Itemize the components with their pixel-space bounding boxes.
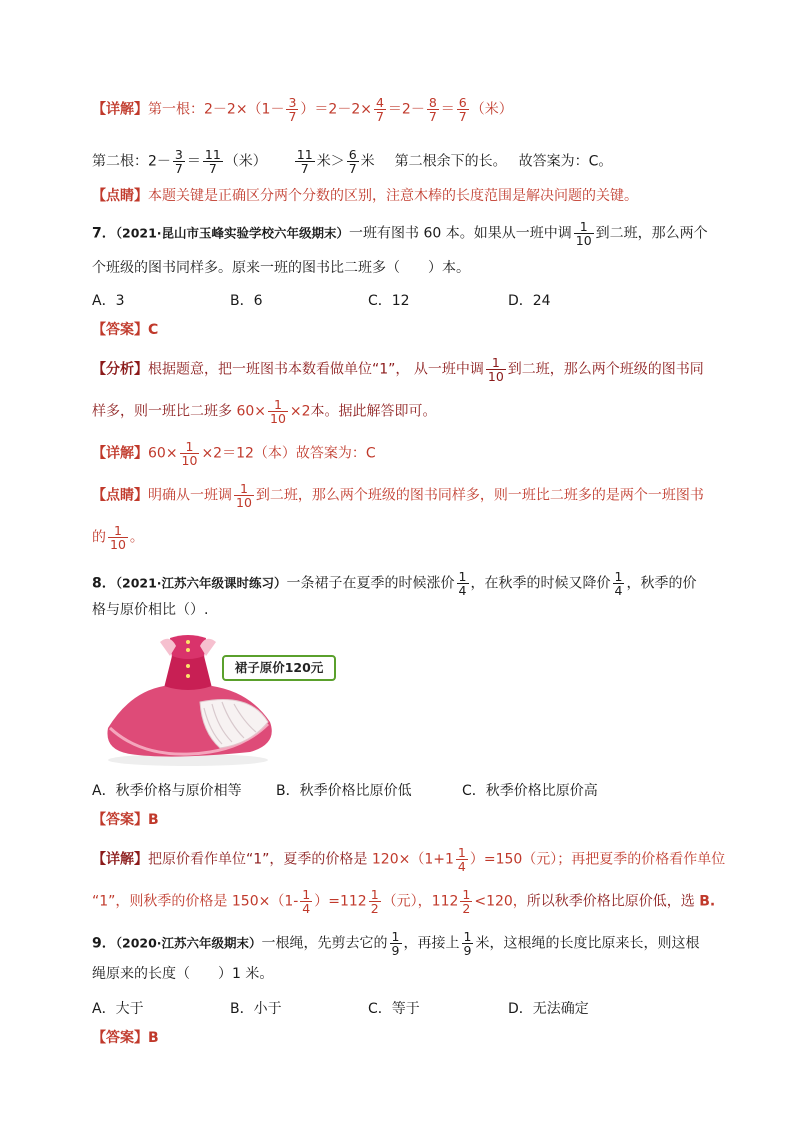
question-7-line2: 个班级的图书同样多。原来一班的图书比二班多（ ）本。 bbox=[92, 260, 470, 276]
detail-tag: 【详解】 bbox=[92, 851, 148, 868]
option-c: C．等于 bbox=[368, 1001, 420, 1017]
option-b: B．小于 bbox=[230, 1001, 282, 1017]
text: 到二班，那么两个 bbox=[595, 225, 708, 242]
expr: ）=150（元）；再把夏季的价格看作单位 bbox=[469, 851, 726, 868]
option-d: D．无法确定 bbox=[508, 1001, 589, 1017]
fraction: $\frac{1}{9}$ bbox=[463, 929, 472, 958]
text: 根据题意，把一班图书本数看做单位“1”， 从一班中调 bbox=[148, 361, 484, 378]
fraction: $\frac{1}{4}$ bbox=[614, 569, 623, 598]
expr: 2－2×（1－ bbox=[204, 101, 285, 118]
option-d: D．24 bbox=[508, 293, 551, 309]
point-7-line2 bbox=[92, 524, 144, 551]
text: ，秋季的价 bbox=[626, 575, 697, 592]
mixed-number: 1 $\frac{1}{4}$ bbox=[444, 845, 466, 874]
fraction: $\frac{8}{7}$ bbox=[428, 95, 437, 124]
fraction: $\frac{1}{10}$ bbox=[487, 355, 504, 384]
expr: ×2 bbox=[289, 403, 311, 420]
option-a: A．3 bbox=[92, 293, 125, 309]
option-c: C．秋季价格比原价高 bbox=[462, 783, 598, 799]
question-number: 7． bbox=[92, 225, 116, 242]
option-a: A．秋季价格与原价相等 bbox=[92, 783, 242, 799]
detail-8 bbox=[92, 846, 725, 873]
point-tag: 【点睛】 bbox=[92, 487, 148, 504]
question-number: 9． bbox=[92, 935, 116, 952]
answer-7 bbox=[92, 320, 158, 340]
text: 一班有图书 60 本。如果从一班中调 bbox=[349, 225, 572, 242]
price-tag: 裙子原价120元 bbox=[222, 655, 336, 681]
text: 把原价看作单位“1”，夏季的价格是 bbox=[148, 851, 372, 868]
question-source: （2020·江苏六年级期末） bbox=[115, 935, 262, 951]
text: ，再接上 bbox=[403, 935, 460, 952]
expr: ＝ bbox=[440, 101, 455, 118]
text: 一根绳，先剪去它的 bbox=[261, 935, 388, 952]
unit: （米） bbox=[470, 101, 513, 118]
text: ＝ bbox=[186, 153, 201, 170]
answer-8 bbox=[92, 810, 159, 830]
fraction: $\frac{1}{4}$ bbox=[458, 569, 467, 598]
text: 米 bbox=[360, 153, 375, 170]
text: （米） bbox=[224, 153, 267, 170]
text: 的 bbox=[92, 529, 106, 546]
text: B. bbox=[699, 893, 716, 910]
answer-tag: 【答案】 bbox=[92, 322, 148, 338]
fraction: $\frac{4}{7}$ bbox=[375, 95, 384, 124]
detail-line-2 bbox=[92, 148, 612, 175]
expr: ）=112 bbox=[314, 893, 367, 910]
text: ，在秋季的时候又降价 bbox=[470, 575, 611, 592]
text: 到二班，那么两个班级的图书同样多，则一班比二班多的是两个一班图书 bbox=[255, 487, 704, 504]
fraction: $\frac{6}{7}$ bbox=[458, 95, 467, 124]
option-b: B．秋季价格比原价低 bbox=[276, 783, 412, 799]
text: 第二根：2－ bbox=[92, 153, 171, 170]
detail-7 bbox=[92, 440, 376, 467]
detail-tag: 【详解】 bbox=[92, 445, 148, 462]
detail-line-1 bbox=[92, 96, 513, 123]
question-7 bbox=[92, 220, 708, 247]
answer-tag: 【答案】 bbox=[92, 1030, 148, 1046]
dress-illustration bbox=[100, 632, 285, 767]
question-8 bbox=[92, 570, 696, 597]
expr: ＝2－ bbox=[387, 101, 425, 118]
analysis-tag: 【分析】 bbox=[92, 361, 148, 378]
expr: 60× bbox=[148, 445, 178, 462]
point-line bbox=[92, 186, 638, 206]
question-8-line2: 格与原价相比（）. bbox=[92, 602, 209, 618]
expr: ）＝2－2× bbox=[300, 101, 372, 118]
fraction: $\frac{6}{7}$ bbox=[348, 147, 357, 176]
text: 。 bbox=[129, 529, 144, 546]
answer-9 bbox=[92, 1028, 159, 1048]
question-source: （2021·江苏六年级课时练习） bbox=[115, 575, 287, 591]
expr: ×2＝12（本） bbox=[201, 445, 296, 462]
question-number: 8． bbox=[92, 575, 116, 592]
text: 故答案为：C bbox=[295, 445, 376, 462]
text: 样多，则一班比二班多 bbox=[92, 403, 237, 420]
text: “1”，则秋季的价格是 bbox=[92, 893, 232, 910]
detail-8-line2 bbox=[92, 888, 715, 915]
text: 明确从一班调 bbox=[148, 487, 232, 504]
option-c: C．12 bbox=[368, 293, 410, 309]
analysis-7 bbox=[92, 356, 704, 383]
fraction: $\frac{11}{7}$ bbox=[204, 147, 221, 176]
question-source: （2021·昆山市玉峰实验学校六年级期末） bbox=[115, 225, 350, 241]
expr: 150×（1- bbox=[231, 893, 299, 910]
text: （元）， bbox=[382, 893, 432, 910]
fraction: $\frac{1}{9}$ bbox=[391, 929, 400, 958]
fraction: $\frac{1}{2}$ bbox=[370, 887, 379, 916]
answer-value: B bbox=[148, 1030, 159, 1046]
text: 故答案为：C。 bbox=[518, 153, 613, 170]
point-tag: 【点睛】 bbox=[92, 188, 148, 204]
text: 本。据此解答即可。 bbox=[310, 403, 437, 420]
fraction: $\frac{3}{7}$ bbox=[288, 95, 297, 124]
fraction: $\frac{1}{2}$ bbox=[462, 887, 471, 916]
answer-tag: 【答案】 bbox=[92, 812, 148, 828]
answer-value: C bbox=[148, 322, 159, 338]
fraction: $\frac{1}{10}$ bbox=[575, 219, 592, 248]
text: 所以秋季价格比原价低，选 bbox=[526, 893, 700, 910]
fraction: $\frac{3}{7}$ bbox=[174, 147, 183, 176]
detail-tag: 【详解】 bbox=[92, 101, 148, 118]
fraction: $\frac{1}{10}$ bbox=[181, 439, 198, 468]
expr: 60× bbox=[236, 403, 266, 420]
fraction: $\frac{11}{7}$ bbox=[296, 147, 313, 176]
fraction: $\frac{1}{10}$ bbox=[270, 397, 286, 426]
option-a: A．大于 bbox=[92, 1001, 144, 1017]
fraction: $\frac{1}{10}$ bbox=[236, 481, 252, 510]
option-b: B．6 bbox=[230, 293, 263, 309]
point-7 bbox=[92, 482, 704, 509]
text: 一条裙子在夏季的时候涨价 bbox=[286, 575, 455, 592]
expr: 120×（1+ bbox=[371, 851, 445, 868]
question-9-line2: 绳原来的长度（ ）1 米。 bbox=[92, 966, 274, 982]
text: 本题关键是正确区分两个分数的区别，注意木棒的长度范围是解决问题的关键。 bbox=[148, 188, 638, 204]
text: 米＞ bbox=[316, 153, 345, 170]
answer-value: B bbox=[148, 812, 159, 828]
text: 第一根： bbox=[148, 101, 204, 118]
text: 第二根余下的长。 bbox=[394, 153, 507, 170]
fraction: $\frac{1}{4}$ bbox=[302, 887, 311, 916]
expr: 112 bbox=[431, 893, 459, 910]
text: 到二班，那么两个班级的图书同 bbox=[507, 361, 704, 378]
text: 米，这根绳的长度比原来长，则这根 bbox=[475, 935, 700, 952]
fraction: $\frac{1}{10}$ bbox=[110, 523, 126, 552]
expr: <120， bbox=[474, 893, 527, 910]
question-9 bbox=[92, 930, 699, 957]
analysis-7-line2 bbox=[92, 398, 437, 425]
